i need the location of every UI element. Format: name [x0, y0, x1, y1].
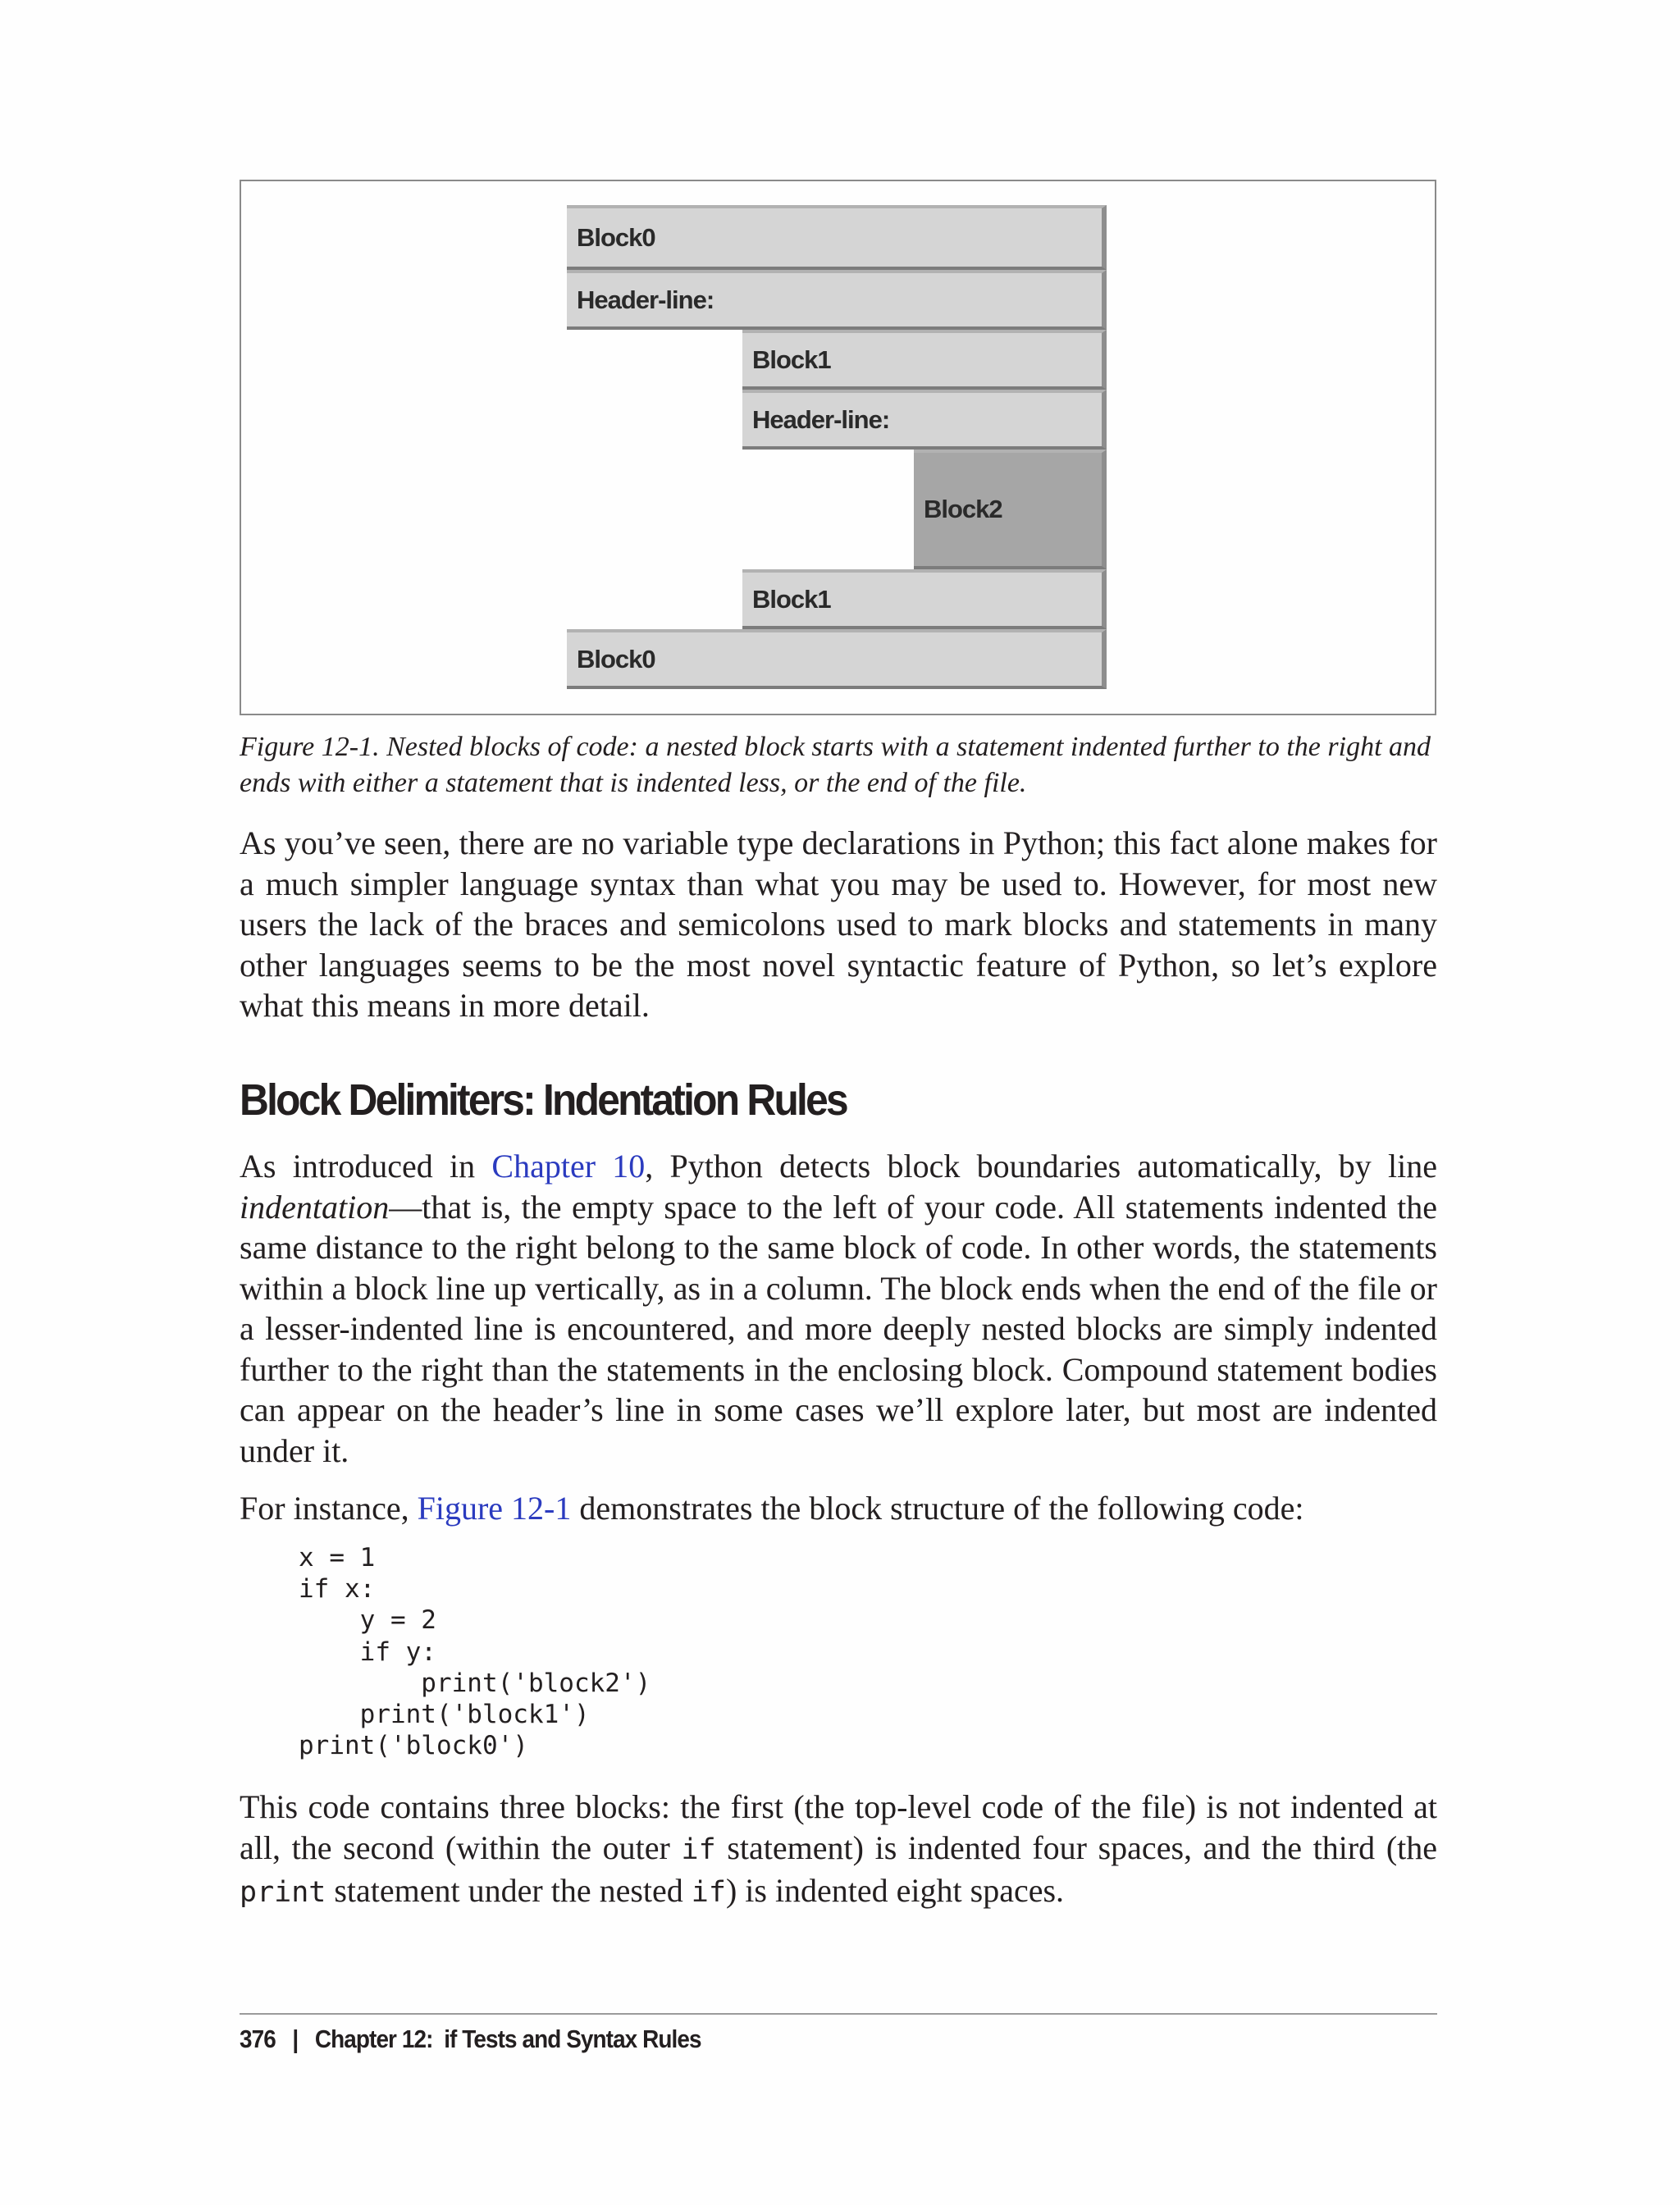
code-line: print('block1') [299, 1699, 590, 1729]
block1-top [742, 330, 1107, 390]
code-listing [299, 1542, 651, 1761]
p1-text-a: As introduced in [240, 1148, 492, 1185]
block2 [914, 450, 1107, 569]
section-heading: Block Delimiters: Indentation Rules [240, 1075, 847, 1125]
header-line-0 [567, 270, 1107, 330]
p3-text-c: statement under the nested [326, 1872, 692, 1909]
figure-caption: Figure 12-1. Nested blocks of code: a nested block starts with a statement indented further to the right and ends with either a statement that is indented less, or the end of the file. [240, 732, 1431, 798]
footer-rule [240, 2013, 1437, 2015]
block0-top-label: Block0 [577, 222, 655, 252]
section-paragraph-3 [240, 1787, 1437, 1914]
p3-text-b: statement) is indented four spaces, and the third (the [715, 1828, 1438, 1866]
footer-separator: | [292, 2025, 299, 2053]
block1-top-label: Block1 [752, 345, 831, 374]
code-line: x = 1 [299, 1543, 376, 1573]
section-paragraph-2 [240, 1488, 1437, 1529]
intro-paragraph: As you’ve seen, there are no variable type declarations in Python; this fact alone makes for a much simpler language syntax than what you may be used to. However, for most new users the lack of the braces and semicolons used to mark blocks and statements in many other languages seems to be the most novel syntactic feature of Python, so let’s explore what this means in more detail. [240, 824, 1437, 1024]
p1-text-b: , Python detects block boundaries automatically, by line [645, 1148, 1437, 1185]
block0-bottom-label: Block0 [577, 644, 655, 673]
inline-code-if-nested: if [691, 1876, 726, 1909]
p2-text-a: For instance, [240, 1490, 418, 1527]
inline-code-if: if [681, 1833, 716, 1866]
p1-text-c: —that is, the empty space to the left of your code. All statements indented the same distance to the right belong to the same block of code. In other words, the statements within a block line up vertically, as in a column. The block ends when the end of the file or a lesser-indented line is encountered, and more deeply nested blocks are simply indented further to the right than the statements in the enclosing block. Compound statement bodies can appear on the header’s line in some cases we’ll explore later, but most are indented under it. [240, 1188, 1437, 1469]
block1-bottom [742, 569, 1107, 629]
block0-bottom [567, 629, 1107, 689]
code-line: if x: [299, 1574, 376, 1605]
p2-text-b: demonstrates the block structure of the following code: [571, 1490, 1304, 1527]
chapter-10-link[interactable]: Chapter 10 [491, 1148, 646, 1185]
block0-top [567, 205, 1107, 270]
page-footer [240, 2025, 701, 2054]
footer-chapter-title: Chapter 12: if Tests and Syntax Rules [314, 2025, 701, 2053]
inline-code-print: print [240, 1876, 326, 1909]
section-paragraph-1 [240, 1146, 1437, 1471]
block2-label: Block2 [924, 495, 1002, 523]
p3-text-a: This code contains three blocks: the first (the top-level code of the file) is not indented at all, the second (within the outer [240, 1788, 1437, 1866]
p1-emphasis: indentation [240, 1188, 390, 1226]
header-line-1 [742, 390, 1107, 450]
code-line: y = 2 [299, 1605, 436, 1636]
code-line: print('block2') [299, 1668, 651, 1698]
header-line-1-label: Header-line: [752, 404, 890, 434]
code-line: if y: [299, 1637, 436, 1667]
page-number: 376 [240, 2025, 276, 2053]
figure-12-1-link[interactable]: Figure 12-1 [417, 1490, 572, 1527]
header-line-0-label: Header-line: [577, 285, 714, 314]
block1-bottom-label: Block1 [752, 584, 831, 614]
p3-text-d: ) is indented eight spaces. [725, 1872, 1065, 1909]
code-line: print('block0') [299, 1731, 528, 1761]
